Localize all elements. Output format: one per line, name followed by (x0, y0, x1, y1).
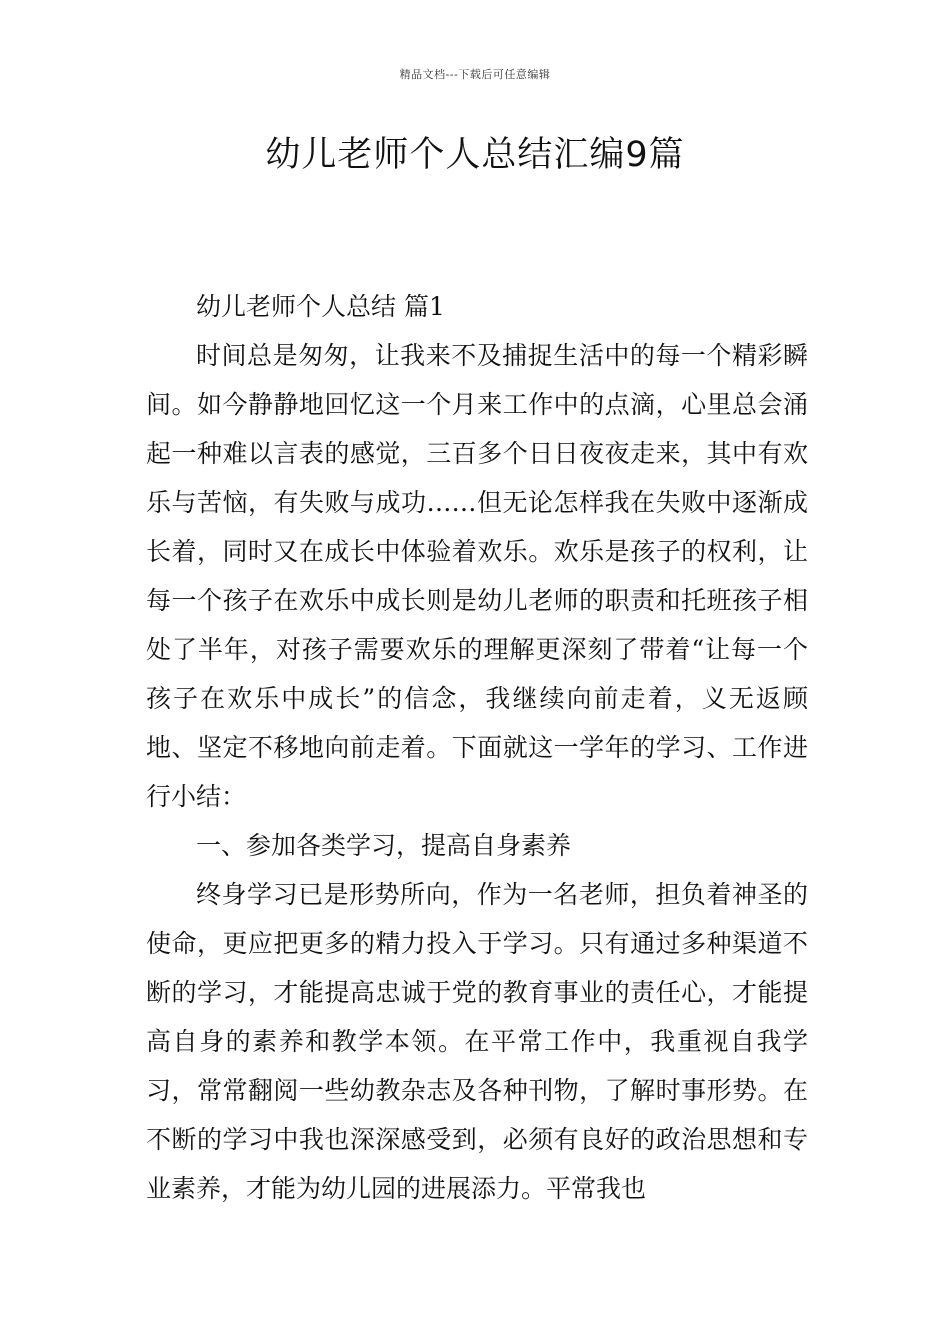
header-note: 精品文档---下载后可任意编辑 (399, 68, 551, 81)
subheading-study: 一、参加各类学习，提高自身素养 (196, 831, 572, 860)
section-title: 幼儿老师个人总结 篇1 (196, 292, 445, 321)
paragraph-intro: 时间总是匆匆，让我来不及捕捉生活中的每一个精彩瞬间。如今静静地回忆这一个月来工作中的点滴，心里总会涌起一种难以言表的感觉，三百多个日日夜夜走来，其中有欢乐与苦恼，有失败与成功……但无论怎样我在失败中逐渐成长着，同时又在成长中体验着欢乐。欢乐是孩子的权利，让每一个孩子在欢乐中成长则是幼儿老师的职责和托班孩子相处了半年，对孩子需要欢乐的理解更深刻了带着“让每一个孩子在欢乐中成长”的信念，我继续向前走着，义无返顾地、坚定不移地向前走着。下面就这一学年的学习、工作进行小结： (146, 341, 808, 811)
document-body (146, 282, 808, 1213)
paragraph-study: 终身学习已是形势所向，作为一名老师，担负着神圣的使命，更应把更多的精力投入于学习。只有通过多种渠道不断的学习，才能提高忠诚于党的教育事业的责任心，才能提高自身的素养和教学本领。在平常工作中，我重视自我学习，常常翻阅一些幼教杂志及各种刊物，了解时事形势。在不断的学习中我也深深感受到，必须有良好的政治思想和专业素养，才能为幼儿园的进展添力。平常我也 (146, 880, 808, 1203)
document-title: 幼儿老师个人总结汇编9篇 (265, 135, 685, 175)
